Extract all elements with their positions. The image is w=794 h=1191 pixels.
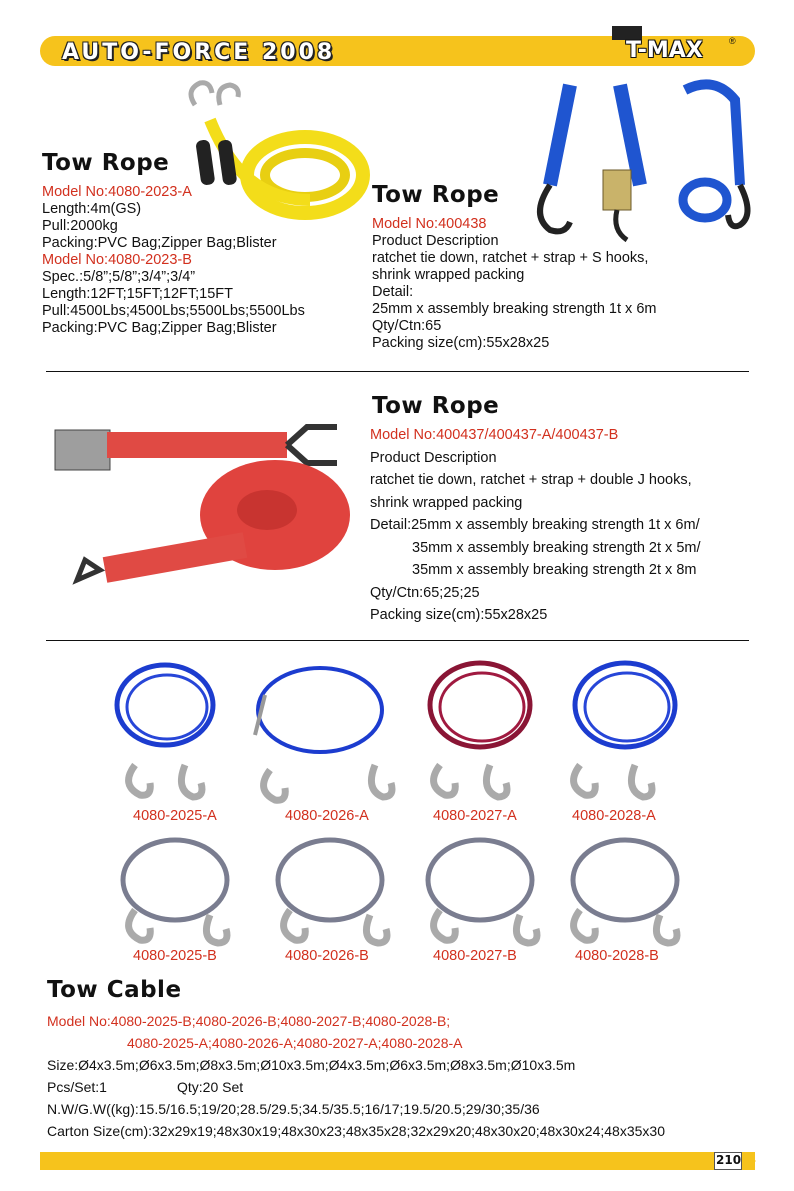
section2-text: [372, 216, 732, 352]
next-arrow-icon: [744, 1152, 756, 1170]
spec-line: shrink wrapped packing: [370, 494, 523, 511]
page-number: 210: [716, 1153, 742, 1167]
section1-title: Tow Rope: [42, 150, 170, 176]
spec-line: Spec.:5/8”;5/8”;3/4”;3/4”: [42, 269, 196, 285]
cable-caption: 4080-2028-A: [572, 808, 656, 824]
red-ratchet-strap-image: [45, 400, 355, 610]
model-number: Model No:4080-2023-B: [42, 252, 192, 268]
section3-title: Tow Rope: [372, 393, 500, 419]
spec-line: Length:4m(GS): [42, 201, 142, 217]
footer-bar: [40, 1152, 755, 1170]
cable-image-2028-a: [574, 663, 675, 797]
cable-caption: 4080-2026-B: [285, 948, 369, 964]
spec-line: Product Description: [372, 233, 499, 249]
spec-line: [47, 1076, 767, 1098]
cable-caption: 4080-2027-A: [433, 808, 517, 824]
spec-line: Qty/Ctn:65;25;25: [370, 584, 480, 601]
cable-images-row-a: [105, 655, 705, 810]
cable-caption: 4080-2025-B: [133, 948, 217, 964]
section1-text: [42, 184, 362, 337]
spec-line: Detail:25mm x assembly breaking strength 1t x 6m/: [370, 517, 700, 533]
section4-title: Tow Cable: [47, 977, 182, 1003]
spec-line: shrink wrapped packing: [372, 267, 525, 283]
spec-line: Length:12FT;15FT;12FT;15FT: [42, 286, 234, 302]
pcs-per-set: Pcs/Set:1: [47, 1079, 107, 1095]
tmax-logo: T-MAX: [626, 38, 703, 63]
spec-line: Carton Size(cm):32x29x19;48x30x19;48x30x23;48x35x28;32x29x20;48x30x20;48x30x24;48x35x30: [47, 1123, 665, 1139]
cable-image-2027-b: [428, 840, 537, 943]
cable-image-2028-b: [573, 840, 677, 943]
section4-text: [47, 1010, 767, 1142]
spec-line: 35mm x assembly breaking strength 2t x 8m: [412, 562, 697, 578]
model-number: Model No:4080-2023-A: [42, 184, 192, 200]
cable-caption: 4080-2028-B: [575, 948, 659, 964]
spec-line: Packing size(cm):55x28x25: [372, 335, 550, 351]
spec-line: Pull:2000kg: [42, 218, 118, 234]
cable-image-2025-a: [117, 665, 213, 797]
cable-image-2025-b: [123, 840, 227, 943]
cable-caption: 4080-2027-B: [433, 948, 517, 964]
cable-images-row-b: [105, 830, 705, 950]
cable-image-2026-b: [278, 840, 387, 943]
divider: [46, 371, 749, 372]
spec-line: Size:Ø4x3.5m;Ø6x3.5m;Ø8x3.5m;Ø10x3.5m;Ø4x3.5m;Ø6x3.5m;Ø8x3.5m;Ø10x3.5m: [47, 1057, 576, 1073]
qty: Qty:20 Set: [177, 1079, 244, 1095]
spec-line: Packing:PVC Bag;Zipper Bag;Blister: [42, 320, 277, 336]
spec-line: Pull:4500Lbs;4500Lbs;5500Lbs;5500Lbs: [42, 303, 305, 319]
divider: [46, 640, 749, 641]
spec-line: Qty/Ctn:65: [372, 318, 442, 334]
spec-line: N.W/G.W((kg):15.5/16.5;19/20;28.5/29.5;34.5/35.5;16/17;19.5/20.5;29/30;35/36: [47, 1101, 540, 1117]
spec-line: ratchet tie down, ratchet + strap + S hooks,: [372, 250, 649, 266]
catalog-title: AUTO-FORCE 2008: [62, 40, 336, 65]
spec-line: Detail:: [372, 284, 414, 300]
section2-title: Tow Rope: [372, 182, 500, 208]
section3-text: [370, 424, 750, 627]
model-number: Model No:4080-2025-B;4080-2026-B;4080-2027-B;4080-2028-B;: [47, 1013, 451, 1029]
spec-line: Packing:PVC Bag;Zipper Bag;Blister: [42, 235, 277, 251]
model-number: Model No:400437/400437-A/400437-B: [370, 427, 619, 443]
cable-image-2027-a: [430, 663, 530, 797]
model-number: 4080-2025-A;4080-2026-A;4080-2027-A;4080-2028-A: [127, 1035, 463, 1051]
spec-line: Packing size(cm):55x28x25: [370, 607, 548, 623]
model-number: Model No:400438: [372, 216, 487, 232]
cable-caption: 4080-2025-A: [133, 808, 217, 824]
spec-line: 35mm x assembly breaking strength 2t x 5m/: [412, 539, 701, 556]
spec-line: ratchet tie down, ratchet + strap + double J hooks,: [370, 472, 692, 488]
cable-image-2026-a: [255, 668, 392, 800]
registered-mark: ®: [729, 36, 736, 46]
spec-line: Product Description: [370, 449, 497, 466]
spec-line: 25mm x assembly breaking strength 1t x 6m: [372, 301, 657, 317]
cable-caption: 4080-2026-A: [285, 808, 369, 824]
